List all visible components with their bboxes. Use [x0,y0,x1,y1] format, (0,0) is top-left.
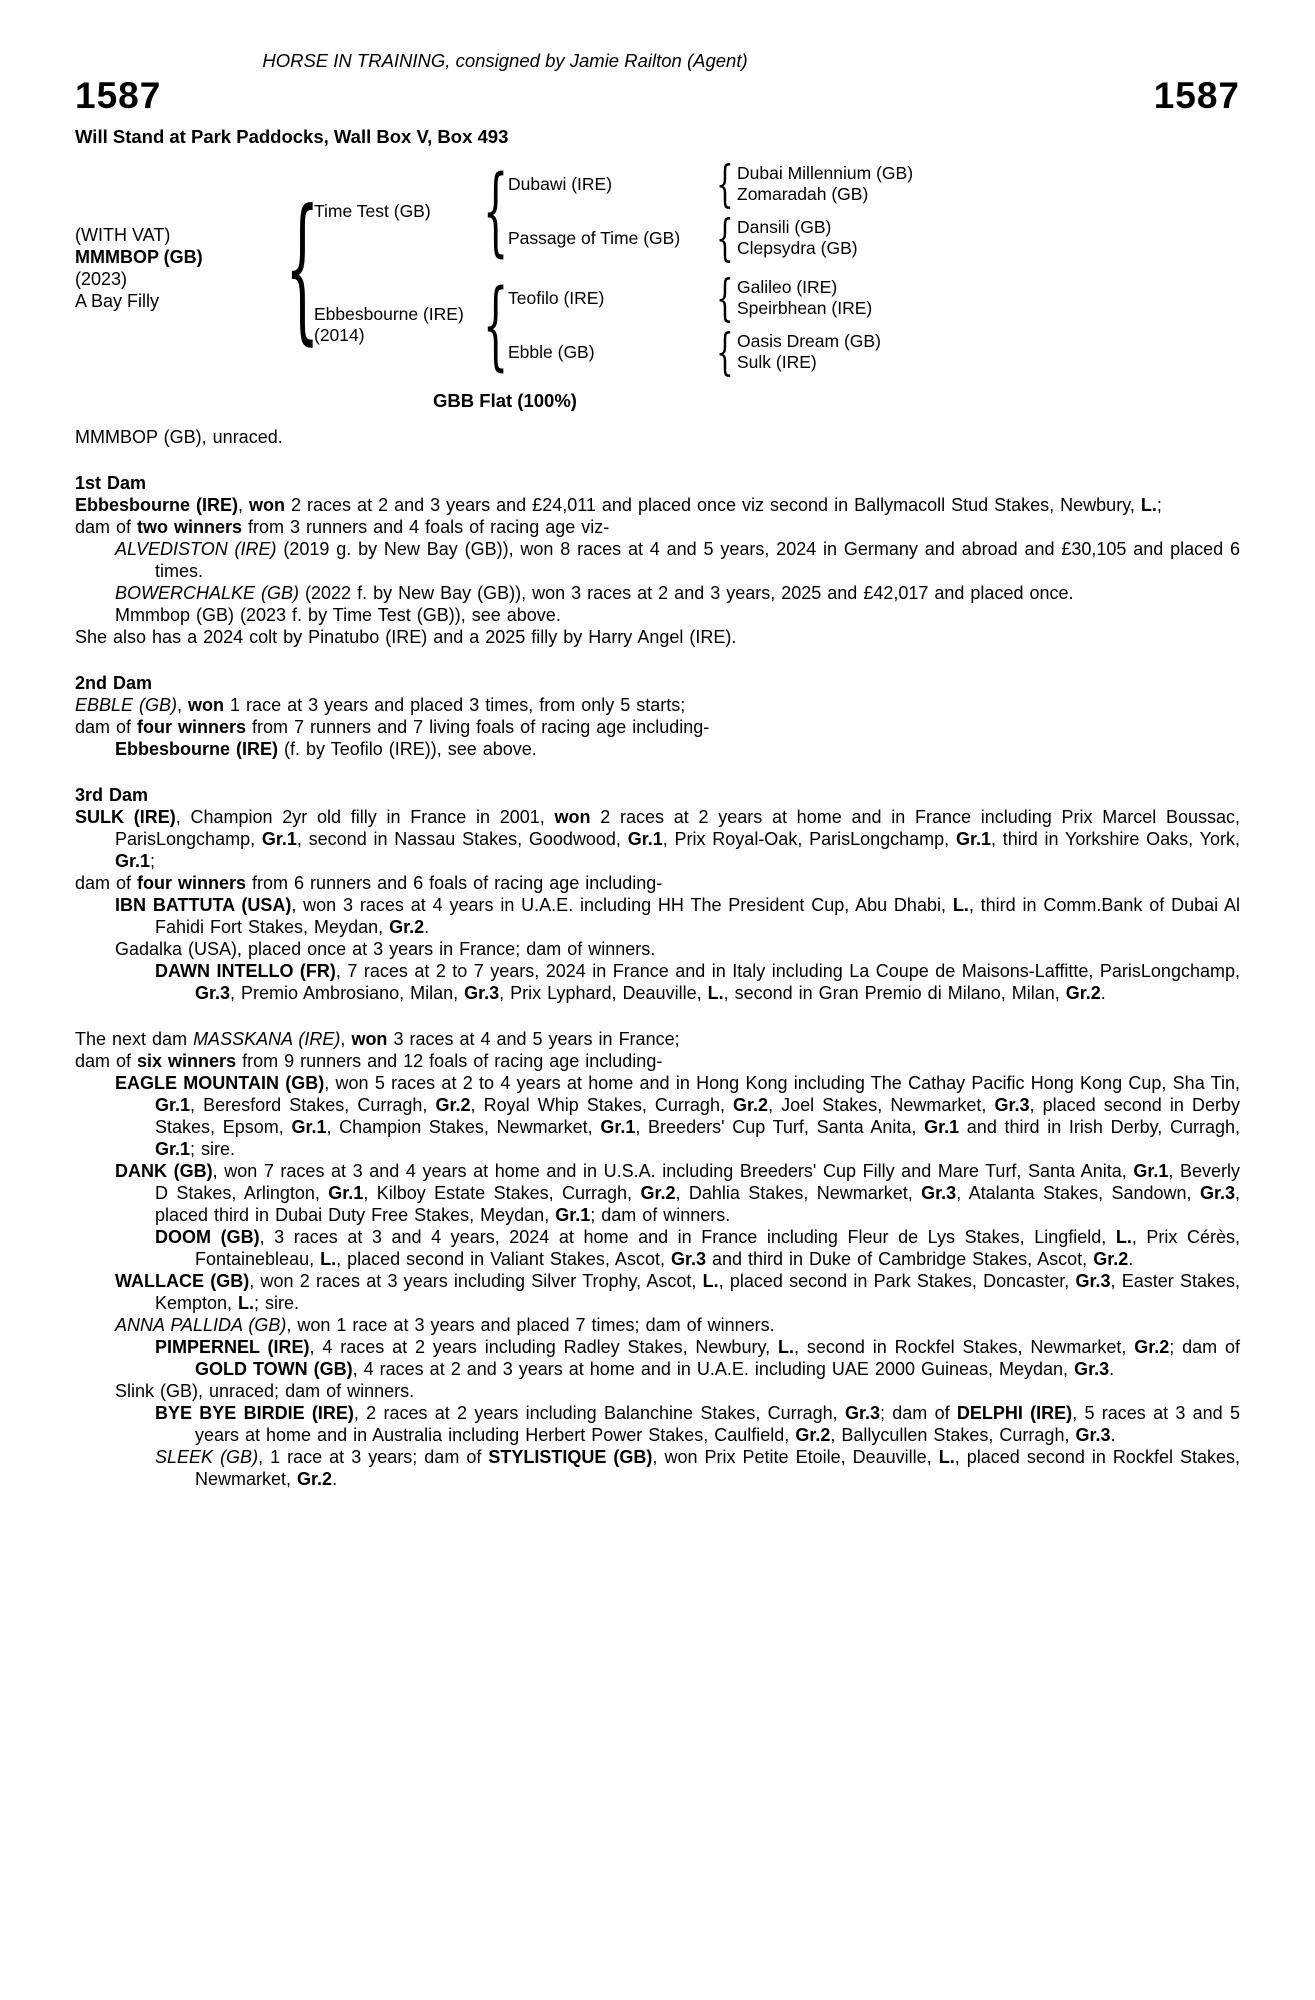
text-segment: Gr.2 [1134,1337,1170,1357]
text-segment: , won 1 race at 3 years and placed 7 times; dam of winners. [286,1315,775,1335]
text-segment: Gr.3 [844,1403,880,1423]
text-segment: BYE BYE BIRDIE (IRE) [155,1403,354,1423]
text-segment: , [340,1029,352,1049]
text-segment: Gr.3 [1075,1271,1111,1291]
text-segment: , placed third in Dubai Duty Free Stakes, Meydan, [155,1183,1240,1225]
text-segment: Gr.2 [297,1469,333,1489]
text-segment: . [1128,1249,1134,1269]
section-heading [75,784,1240,806]
text-segment: , 3 races at 3 and 4 years, 2024 at home and in France including Fleur de Lys Stakes, Lingfield, [259,1227,1116,1247]
text-segment: , 4 races at 2 and 3 years at home and in U.A.E. including UAE 2000 Guineas, Meydan, [352,1359,1075,1379]
lot-number-right: 1587 [1153,75,1240,116]
text-segment: 2nd Dam [75,673,153,693]
text-segment: Mmmbop (GB) (2023 f. by Time Test (GB)), see above. [115,605,561,625]
text-segment: L. [952,895,969,915]
text-segment: DANK (GB) [115,1161,213,1181]
text-segment: ; dam of [880,1403,957,1423]
text-segment: , 4 races at 2 years including Radley Stakes, Newbury, [309,1337,778,1357]
text-segment: (2019 g. by New Bay (GB)), won 8 races at 4 and 5 years, 2024 in Germany and abroad and £30,105 and placed 6 times. [155,539,1240,581]
text-segment: four winners [137,717,247,737]
text-segment: , [177,695,189,715]
text-segment: , placed second in Rockfel Stakes, Newmarket, [195,1447,1241,1489]
text-segment: BOWERCHALKE (GB) [115,583,300,603]
text-segment: Gr.1 [1133,1161,1169,1181]
text-segment: , second in Gran Premio di Milano, Milan, [723,983,1066,1003]
text-segment: ; sire. [254,1293,300,1313]
catalogue-paragraph [75,716,1240,738]
text-segment: Gr.3 [1074,1359,1110,1379]
text-segment: 3 races at 4 and 5 years in France; [387,1029,680,1049]
text-segment: L. [1140,495,1157,515]
text-segment: and third in Duke of Cambridge Stakes, Ascot, [705,1249,1094,1269]
text-segment: , Atalanta Stakes, Sandown, [956,1183,1200,1203]
text-segment: Gr.2 [389,917,425,937]
gbb-flat-line: GBB Flat (100%) [433,390,577,411]
text-segment: two winners [137,517,243,537]
great-grandsire-name: Galileo (IRE) [737,277,838,297]
grandsire-name: Dubawi (IRE) [508,173,613,194]
text-segment: , placed second in Derby Stakes, Epsom, [155,1095,1240,1137]
catalogue-paragraph [75,1336,1240,1380]
great-granddam-name: Speirbhean (IRE) [737,298,873,318]
sire-branch [314,157,913,265]
text-segment: L. [320,1249,337,1269]
text-segment: , won Prix Petite Etoile, Deauville, [652,1447,939,1467]
text-segment: four winners [137,873,247,893]
text-segment: EAGLE MOUNTAIN (GB) [115,1073,325,1093]
text-segment: DAWN INTELLO (FR) [155,961,336,981]
pedigree-brace-icon [713,269,737,327]
lot-number-row [75,76,1240,116]
brace-glyph: { [483,155,509,267]
text-segment: , third in Comm.Bank of Dubai Al Fahidi Fort Stakes, Meydan, [155,895,1240,937]
pedigree-brace-icon [713,209,737,267]
pedigree-brace-icon [483,155,509,267]
text-segment: Gr.3 [921,1183,957,1203]
text-segment: SULK (IRE) [75,807,176,827]
stand-location-line: Will Stand at Park Paddocks, Wall Box V, Box 493 [75,126,509,147]
text-segment: , won 7 races at 3 and 4 years at home and in U.S.A. including Breeders' Cup Filly and Mare Turf, Santa Anita, [212,1161,1134,1181]
text-segment: Gr.2 [640,1183,676,1203]
text-segment: L. [777,1337,794,1357]
foal-year: (2023) [75,269,128,289]
text-segment: , won 5 races at 2 to 4 years at home and in Hong Kong including The Cathay Pacific Hong Kong Cup, Sha Tin, [324,1073,1241,1093]
text-segment: , won 3 races at 4 years in U.A.E. including HH The President Cup, Abu Dhabi, [291,895,953,915]
text-segment: Gr.3 [1075,1425,1111,1445]
pedigree-brace-icon [713,155,737,213]
text-segment: DELPHI (IRE) [956,1403,1073,1423]
great-grandsire-name: Dansili (GB) [737,217,832,237]
text-segment: ; [150,851,156,871]
text-segment: , [238,495,250,515]
text-segment: Gr.2 [435,1095,471,1115]
text-segment: MMMBOP (GB), unraced. [75,427,283,447]
text-segment: PIMPERNEL (IRE) [155,1337,310,1357]
text-segment: ; dam of winners. [590,1205,731,1225]
text-segment: (2022 f. by New Bay (GB)), won 3 races at 2 and 3 years, 2025 and £42,017 and placed once. [299,583,1074,603]
catalogue-paragraph [75,894,1240,938]
text-segment: , won 2 races at 3 years including Silver Trophy, Ascot, [249,1271,703,1291]
text-segment: , Prix Lyphard, Deauville, [499,983,708,1003]
text-segment: GOLD TOWN (GB) [195,1359,353,1379]
text-segment: , placed second in Valiant Stakes, Ascot, [336,1249,671,1269]
pedigree-brace-icon [284,176,320,360]
text-segment: Gr.2 [795,1425,831,1445]
text-segment: , third in Yorkshire Oaks, York, [990,829,1240,849]
text-segment: Gr.1 [291,1117,327,1137]
text-segment: , Champion 2yr old filly in France in 2001, [175,807,555,827]
brace-glyph: { [716,155,734,213]
consignor-header: HORSE IN TRAINING, consigned by Jamie Railton (Agent) [262,50,748,71]
text-segment: DOOM (GB) [155,1227,260,1247]
granddam-name: Ebble (GB) [508,341,595,362]
text-segment: , Champion Stakes, Newmarket, [326,1117,601,1137]
great-grandsire-name: Oasis Dream (GB) [737,331,881,351]
text-segment: 2 races at 2 years at home and in France including Prix Marcel Boussac, ParisLongchamp, [115,807,1240,849]
text-segment: , Prix Royal-Oak, ParisLongchamp, [662,829,956,849]
text-segment: , Royal Whip Stakes, Curragh, [470,1095,734,1115]
brace-glyph: { [483,269,509,381]
catalogue-paragraph [75,1050,1240,1072]
text-segment: Gr.1 [328,1183,364,1203]
text-segment: She also has a 2024 colt by Pinatubo (IRE) and a 2025 filly by Harry Angel (IRE). [75,627,737,647]
brace-glyph: { [284,176,320,360]
catalogue-paragraph [75,1028,1240,1050]
great-grandsire-name: Dubai Millennium (GB) [737,163,914,183]
text-segment: , Prix Cérès, Fontainebleau, [195,1227,1240,1269]
text-segment: from 3 runners and 4 foals of racing age viz- [242,517,610,537]
great-granddam-name: Zomaradah (GB) [737,184,869,204]
dam-branch [314,271,913,379]
text-segment: L. [938,1447,955,1467]
text-segment: , Beverly D Stakes, Arlington, [155,1161,1240,1203]
text-segment: , Kilboy Estate Stakes, Curragh, [363,1183,641,1203]
vat-line: (WITH VAT) [75,225,171,245]
catalogue-paragraph [75,582,1240,604]
horse-name: MMMBOP (GB) [75,247,203,267]
pedigree-tree [314,154,913,382]
text-segment: Gr.3 [670,1249,706,1269]
sire-name: Time Test (GB) [314,200,431,221]
text-segment: Gr.2 [1065,983,1101,1003]
text-segment: Gr.1 [155,1139,191,1159]
text-segment: Ebbesbourne (IRE) [75,495,239,515]
text-segment: . [1109,1359,1115,1379]
text-segment: . [332,1469,338,1489]
brace-glyph: { [716,269,734,327]
catalogue-paragraph [75,1160,1240,1226]
catalogue-paragraph [75,516,1240,538]
text-segment: , 1 race at 3 years; dam of [258,1447,489,1467]
text-segment: MASSKANA (IRE) [193,1029,341,1049]
text-segment: (f. by Teofilo (IRE)), see above. [278,739,537,759]
text-segment: WALLACE (GB) [115,1271,250,1291]
text-segment: won [554,807,591,827]
text-segment: ANNA PALLIDA (GB) [115,1315,287,1335]
text-segment: . [1100,983,1106,1003]
section-heading [75,672,1240,694]
text-segment: Gr.3 [1199,1183,1235,1203]
text-segment: , Easter Stakes, Kempton, [155,1271,1241,1313]
text-segment: six winners [137,1051,237,1071]
text-segment: ; sire. [190,1139,236,1159]
catalogue-paragraph [75,738,1240,760]
text-segment: Gr.2 [733,1095,769,1115]
great-granddam-name: Clepsydra (GB) [737,238,858,258]
catalogue-paragraph [75,806,1240,872]
catalogue-paragraph [75,604,1240,626]
catalogue-paragraph [75,626,1240,648]
text-segment: Gr.1 [627,829,663,849]
text-segment: The next dam [75,1029,194,1049]
text-segment: Gr.3 [195,983,231,1003]
text-segment: dam of [75,717,138,737]
text-segment: , Breeders' Cup Turf, Santa Anita, [635,1117,925,1137]
sire-name-block [314,201,484,222]
text-segment: won [249,495,286,515]
text-segment: Gadalka (USA), placed once at 3 years in France; dam of winners. [115,939,656,959]
text-segment: from 9 runners and 12 foals of racing age including- [236,1051,663,1071]
great-granddam-name: Sulk (IRE) [737,352,817,372]
granddam-name: Passage of Time (GB) [508,227,681,248]
catalogue-paragraph [75,1314,1240,1336]
section-heading [75,472,1240,494]
text-segment: , second in Nassau Stakes, Goodwood, [296,829,628,849]
catalogue-blocks [75,426,1240,1490]
granddam-row [508,209,913,267]
dam-name-block [314,304,484,346]
catalogue-paragraph [75,1446,1240,1490]
text-segment: dam of [75,1051,138,1071]
catalogue-paragraph [75,538,1240,582]
text-segment: L. [1115,1227,1132,1247]
text-segment: 3rd Dam [75,785,149,805]
text-segment: Ebbesbourne (IRE) [115,739,279,759]
text-segment: Gr.2 [1093,1249,1129,1269]
text-segment: 1st Dam [75,473,147,493]
text-segment: , 2 races at 2 years including Balanchine Stakes, Curragh, [353,1403,845,1423]
catalogue-paragraph [75,1380,1240,1402]
catalogue-paragraph [75,1270,1240,1314]
text-segment: from 6 runners and 6 foals of racing age including- [246,873,663,893]
text-segment: from 7 runners and 7 living foals of racing age including- [246,717,710,737]
text-segment: Gr.1 [155,1095,191,1115]
dam-year: (2014) [314,325,365,345]
text-segment: SLEEK (GB) [155,1447,259,1467]
text-segment: , Ballycullen Stakes, Curragh, [830,1425,1076,1445]
catalogue-paragraph [75,938,1240,960]
text-segment: L. [707,983,724,1003]
text-segment: EBBLE (GB) [75,695,178,715]
text-segment: Gr.1 [955,829,991,849]
granddam-row [508,323,881,381]
pedigree-brace-icon [483,269,509,381]
text-segment: . [424,917,430,937]
text-segment: Gr.3 [994,1095,1030,1115]
catalogue-paragraph [75,1072,1240,1160]
text-segment: Gr.3 [464,983,500,1003]
catalogue-paragraph [75,1226,1240,1270]
text-segment: won [351,1029,388,1049]
grandsire-row [508,269,881,327]
horse-info-block [75,224,290,312]
text-segment: dam of [75,873,138,893]
text-segment: STYLISTIQUE (GB) [488,1447,653,1467]
text-segment: , 7 races at 2 to 7 years, 2024 in France and in Italy including La Coupe de Maisons-Laffitte, ParisLongchamp, [335,961,1240,981]
grandsire-row [508,155,914,213]
pedigree-table [75,154,1240,382]
text-segment: , 5 races at 3 and 5 years at home and in Australia including Herbert Power Stakes, Caulfield, [195,1403,1240,1445]
text-segment: ; [1156,495,1162,515]
catalogue-paragraph [75,426,1240,448]
text-segment: , Joel Stakes, Newmarket, [768,1095,995,1115]
text-segment: ; dam of [1169,1337,1241,1357]
text-segment: won [188,695,225,715]
catalogue-paragraph [75,960,1240,1004]
text-segment: , Premio Ambrosiano, Milan, [230,983,465,1003]
catalogue-paragraph [75,872,1240,894]
text-segment: L. [238,1293,255,1313]
text-segment: Gr.1 [115,851,151,871]
text-segment: Gr.1 [555,1205,591,1225]
text-segment: Gr.1 [600,1117,636,1137]
text-segment: 1 race at 3 years and placed 3 times, from only 5 starts; [224,695,686,715]
brace-glyph: { [716,323,734,381]
catalogue-paragraph [75,494,1240,516]
text-segment: , second in Rockfel Stakes, Newmarket, [793,1337,1135,1357]
text-segment: Slink (GB), unraced; dam of winners. [115,1381,415,1401]
text-segment: Gr.1 [261,829,297,849]
text-segment: Gr.1 [924,1117,960,1137]
text-segment: ALVEDISTON (IRE) [115,539,277,559]
brace-glyph: { [716,209,734,267]
text-segment: L. [702,1271,719,1291]
text-segment: , placed second in Park Stakes, Doncaster, [718,1271,1076,1291]
catalogue-paragraph [75,1402,1240,1446]
text-segment: , Beresford Stakes, Curragh, [190,1095,436,1115]
dam-name: Ebbesbourne (IRE) [314,304,464,324]
text-segment: . [1110,1425,1116,1445]
text-segment: 2 races at 2 and 3 years and £24,011 and placed once viz second in Ballymacoll Stud Stakes, Newbury, [285,495,1141,515]
pedigree-brace-icon [713,323,737,381]
lot-number-left: 1587 [75,75,162,116]
text-segment: , Dahlia Stakes, Newmarket, [675,1183,922,1203]
catalogue-paragraph [75,694,1240,716]
text-segment: dam of [75,517,138,537]
text-segment: and third in Irish Derby, Curragh, [959,1117,1241,1137]
horse-description: A Bay Filly [75,291,160,311]
text-segment: IBN BATTUTA (USA) [115,895,292,915]
grandsire-name: Teofilo (IRE) [508,287,605,308]
